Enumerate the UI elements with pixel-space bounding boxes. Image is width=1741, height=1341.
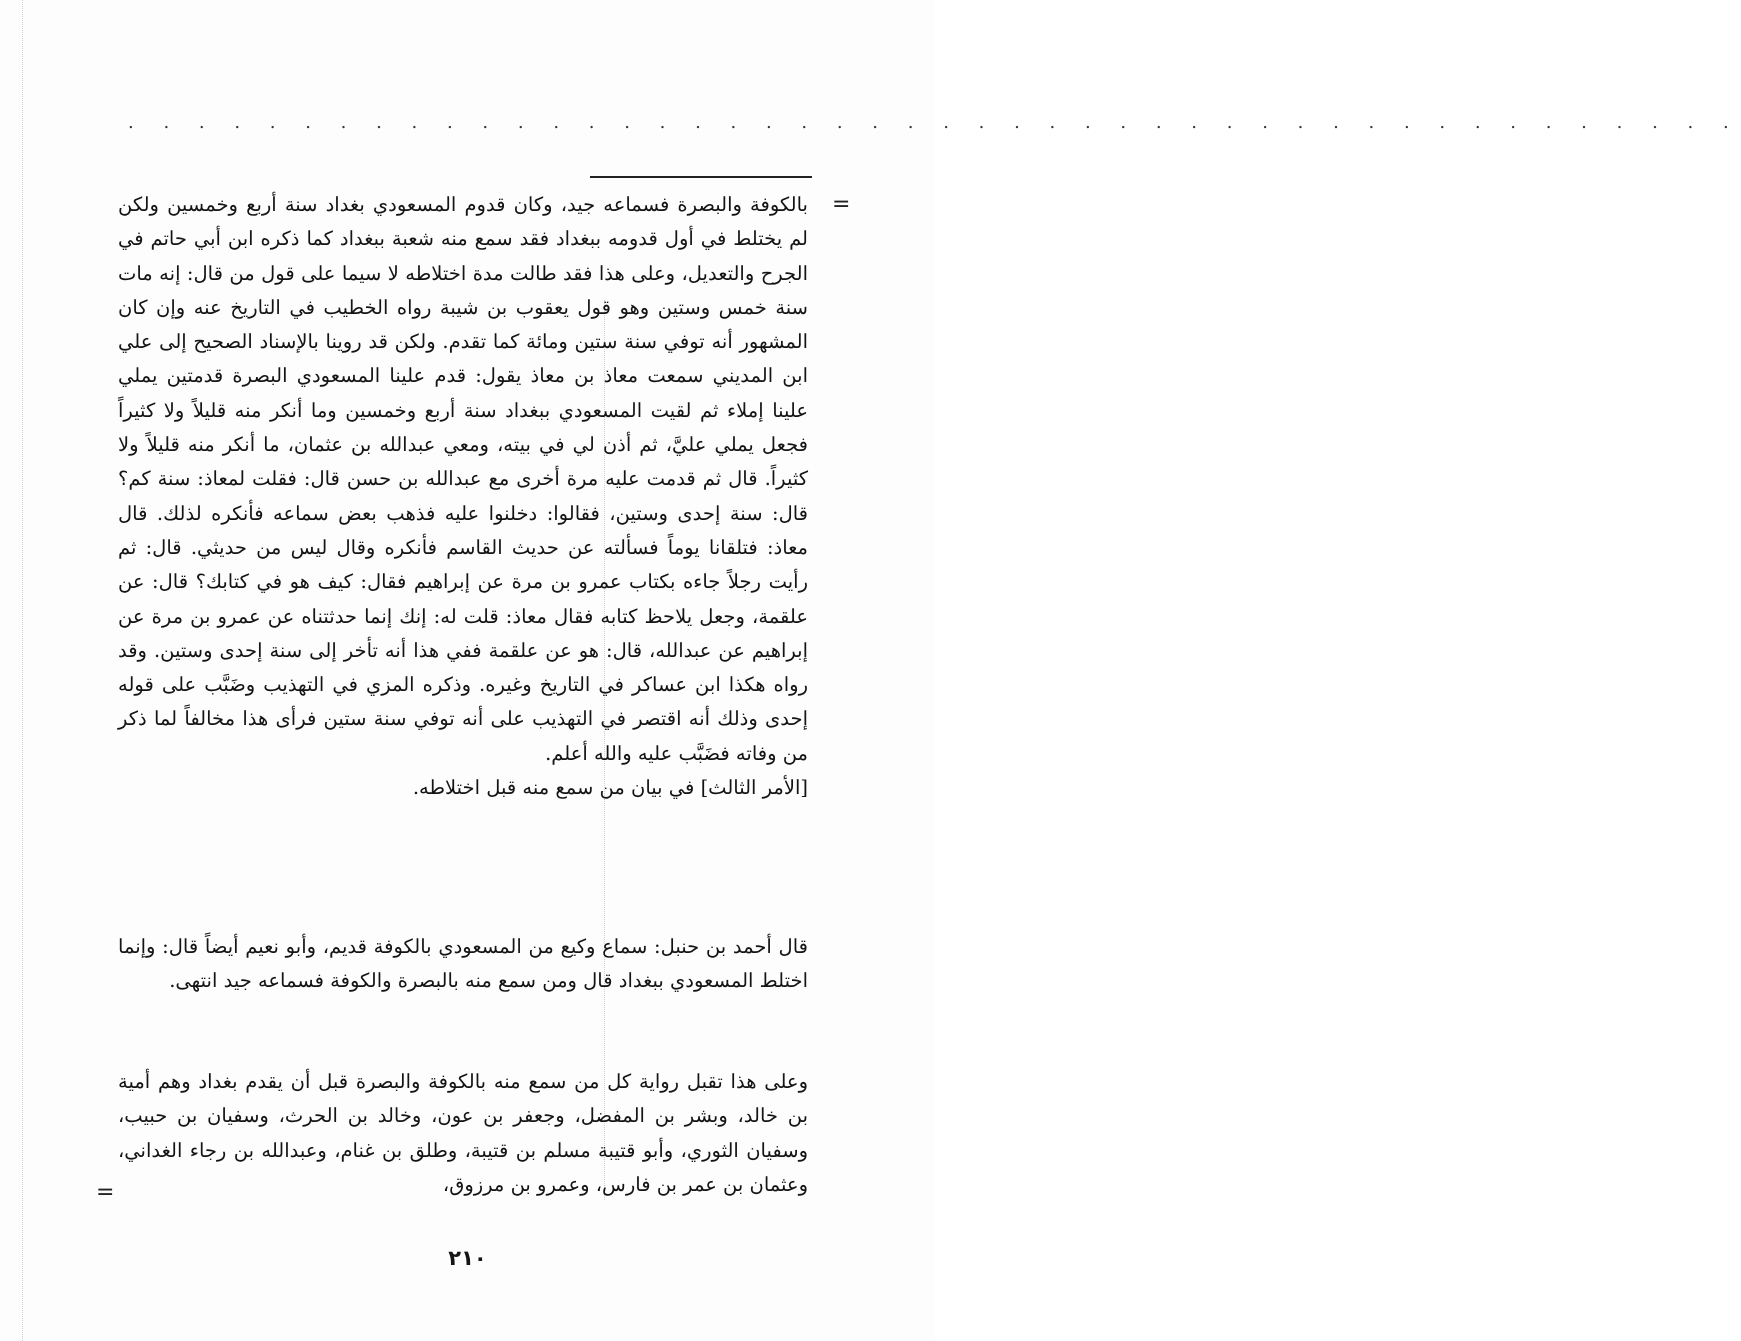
footnote-paragraph: قال أحمد بن حنبل: سماع وكيع من المسعودي بالكوفة قديم، وأبو نعيم أيضاً قال: وإنما اختلط المسعودي ببغداد قال ومن سمع منه بالبصرة والكوفة فسماعه جيد انتهى. <box>118 935 808 993</box>
footnote-rule <box>590 176 812 178</box>
section-heading: [الأمر الثالث] في بيان من سمع منه قبل اختلاطه. <box>412 776 808 800</box>
page-number: ٢١٠ <box>448 1246 487 1270</box>
footnote-block-1 <box>118 188 808 805</box>
footnote-block-3 <box>118 1065 808 1202</box>
footnote-block-2 <box>118 930 808 999</box>
dotted-separator: . . . . . . . . . . . . . . . . . . . . . . . . . . . . . . . . . . . . . . . . . . . . . . <box>128 112 1741 133</box>
footnote-paragraph: وعلى هذا تقبل رواية كل من سمع منه بالكوفة والبصرة قبل أن يقدم بغداد وهم أمية بن خالد، وبشر بن المفضل، وجعفر بن عون، وخالد بن الحرث، وسفيان بن حبيب، وسفيان الثوري، وأبو قتيبة مسلم بن قتيبة، وطلق بن غنام، وعبدالله بن رجاء الغداني، وعثمان بن عمر بن فارس، وعمرو بن مرزوق، <box>118 1070 808 1196</box>
continuation-mark-top: = <box>832 192 851 217</box>
footnote-paragraph: بالكوفة والبصرة فسماعه جيد، وكان قدوم المسعودي بغداد سنة أربع وخمسين ولكن لم يختلط في أول قدومه ببغداد فقد سمع منه شعبة ببغداد كما ذكره ابن أبي حاتم في الجرح والتعديل، وعلى هذا فقد طالت مدة اختلاطه لا سيما على قول من قال: إنه مات سنة خمس وستين وهو قول يعقوب بن شيبة رواه الخطيب في التاريخ عنه وإن كان المشهور أنه توفي سنة ستين ومائة كما تقدم. ولكن قد روينا بالإسناد الصحيح إلى علي ابن المديني سمعت معاذ بن معاذ يقول: قدم علينا المسعودي البصرة قدمتين يملي علينا إملاء ثم لقيت المسعودي ببغداد سنة أربع وخمسين وما أنكر منه قليلاً ولا كثيراً فجعل يملي عليَّ، ثم أذن لي في بيته، ومعي عبدالله بن عثمان، ما أنكر منه قليلاً ولا كثيراً. قال ثم قدمت عليه مرة أخرى مع عبدالله بن حسن قال: فقلت لمعاذ: سنة كم؟ قال: سنة إحدى وستين، فقالوا: دخلنوا عليه فذهب بعض سماعه فأنكره لذلك. قال معاذ: فتلقانا يوماً فسألته عن حديث القاسم فأنكره وقال ليس من حديثي. قال: ثم رأيت رجلاً جاءه بكتاب عمرو بن مرة عن إبراهيم فقال: كيف هو في كتابك؟ قال: عن علقمة، وجعل يلاحظ كتابه فقال معاذ: قلت له: إنك إنما حدثتناه عن عمرو بن مرة عن إبراهيم عن عبدالله، قال: هو عن علقمة ففي هذا أنه تأخر إلى سنة إحدى وستين. وقد رواه هكذا ابن عساكر في التاريخ وغيره. وذكره المزي في التهذيب وضَبَّب على قوله إحدى وذلك أنه اقتصر في التهذيب على أنه توفي سنة ستين فرأى هذا مخالفاً لما ذكر من وفاته فضَبَّب عليه والله أعلم. <box>118 193 808 765</box>
continuation-mark-bottom: = <box>96 1180 115 1205</box>
scan-guide-line <box>22 0 23 1341</box>
